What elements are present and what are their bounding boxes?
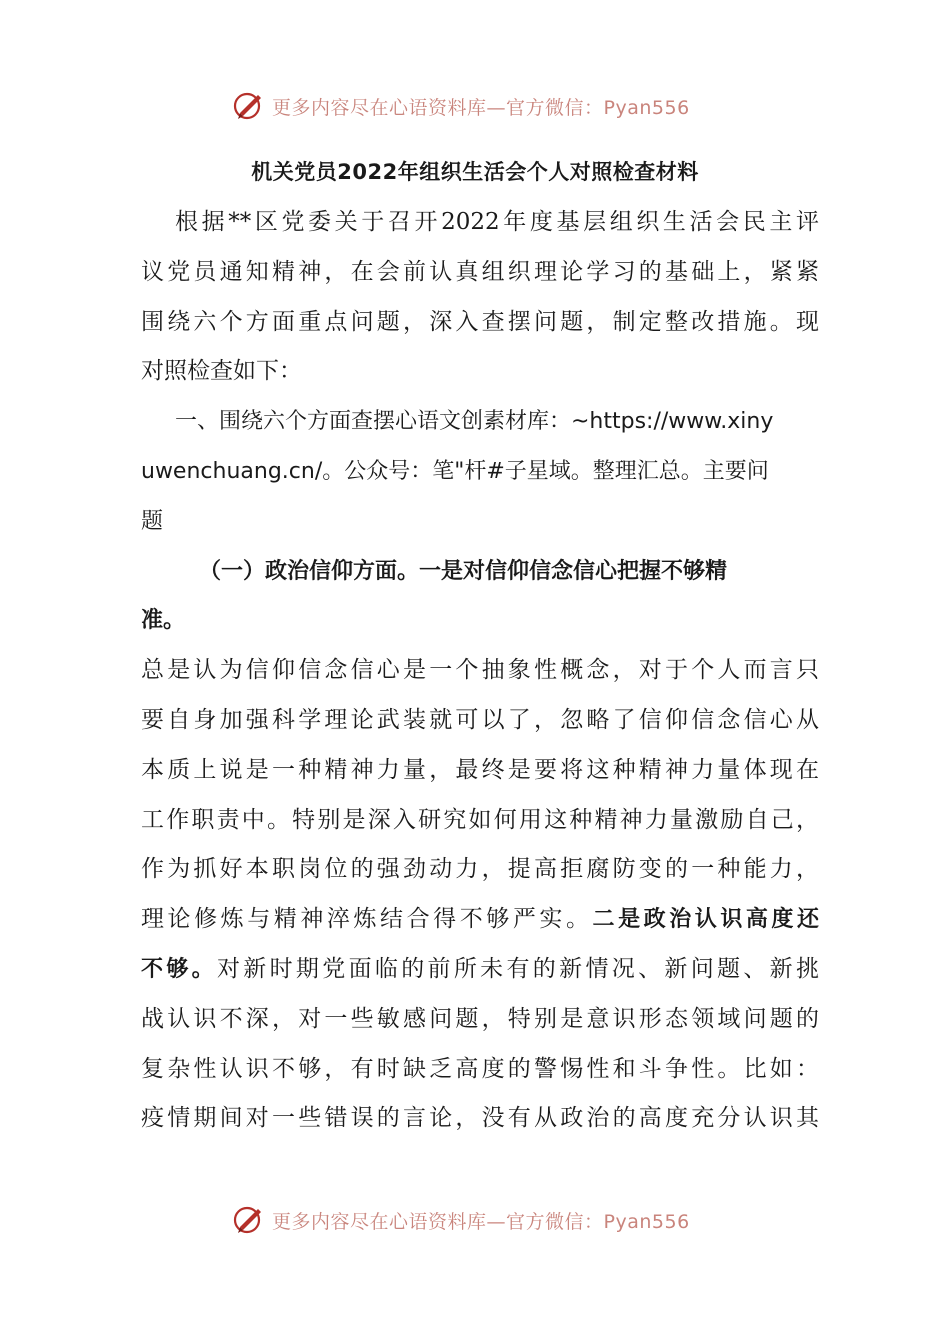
bold-point: 二是政治认识高度还 [592,907,819,933]
paragraph-line: 要自身加强科学理论武装就可以了，忽略了信仰信念信心从 [141,706,819,733]
document-body [141,198,819,1144]
paragraph-line: 作为抓好本职岗位的强劲动力，提高拒腐防变的一种能力， [141,856,819,883]
footer-watermark [232,1200,690,1240]
paragraph-text: 对新时期党面临的前所未有的新情况、新问题、新挑 [216,955,819,982]
paragraph-line: 议党员通知精神，在会前认真组织理论学习的基础上，紧紧 [141,258,819,285]
bold-point: 不够。 [141,956,217,982]
paragraph-line [141,895,819,945]
paragraph-line [141,945,819,995]
section-heading-line: uwenchuang.cn/。公众号：笔"杆#子星域。整理汇总。主要问 [141,458,769,484]
section-heading-line: 一、围绕六个方面查摆心语文创素材库：~https://www.xiny [175,409,774,435]
paragraph-line: 对照检查如下： [141,358,302,385]
pen-logo-icon [232,89,266,123]
paragraph-text: 理论修炼与精神淬炼结合得不够严实。 [141,906,593,933]
paragraph-line: 战认识不深，对一些敏感问题，特别是意识形态领域问题的 [141,1005,819,1032]
watermark-text: 更多内容尽在心语资料库—官方微信：Pyan556 [272,1210,690,1233]
pen-logo-icon [232,1203,266,1237]
paragraph-line: 本质上说是一种精神力量，最终是要将这种精神力量体现在 [141,756,819,783]
paragraph-line: 工作职责中。特别是深入研究如何用这种精神力量激励自己， [141,806,819,833]
section-heading-line: 题 [141,508,164,534]
document-title: 机关党员2022年组织生活会个人对照检查材料 [251,160,699,184]
watermark-text: 更多内容尽在心语资料库—官方微信：Pyan556 [272,96,690,119]
paragraph-line: 根据**区党委关于召开2022年度基层组织生活会民主评 [175,209,819,235]
subsection-heading-line: 准。 [141,608,186,634]
header-watermark [232,86,690,126]
subsection-heading-line: （一）政治信仰方面。一是对信仰信念信心把握不够精 [199,558,728,584]
paragraph-line: 复杂性认识不够，有时缺乏高度的警惕性和斗争性。比如： [141,1055,819,1082]
paragraph-line: 围绕六个方面重点问题，深入查摆问题，制定整改措施。现 [141,308,819,335]
paragraph-line: 总是认为信仰信念信心是一个抽象性概念，对于个人而言只 [141,657,819,684]
paragraph-line: 疫情期间对一些错误的言论，没有从政治的高度充分认识其 [141,1105,819,1132]
